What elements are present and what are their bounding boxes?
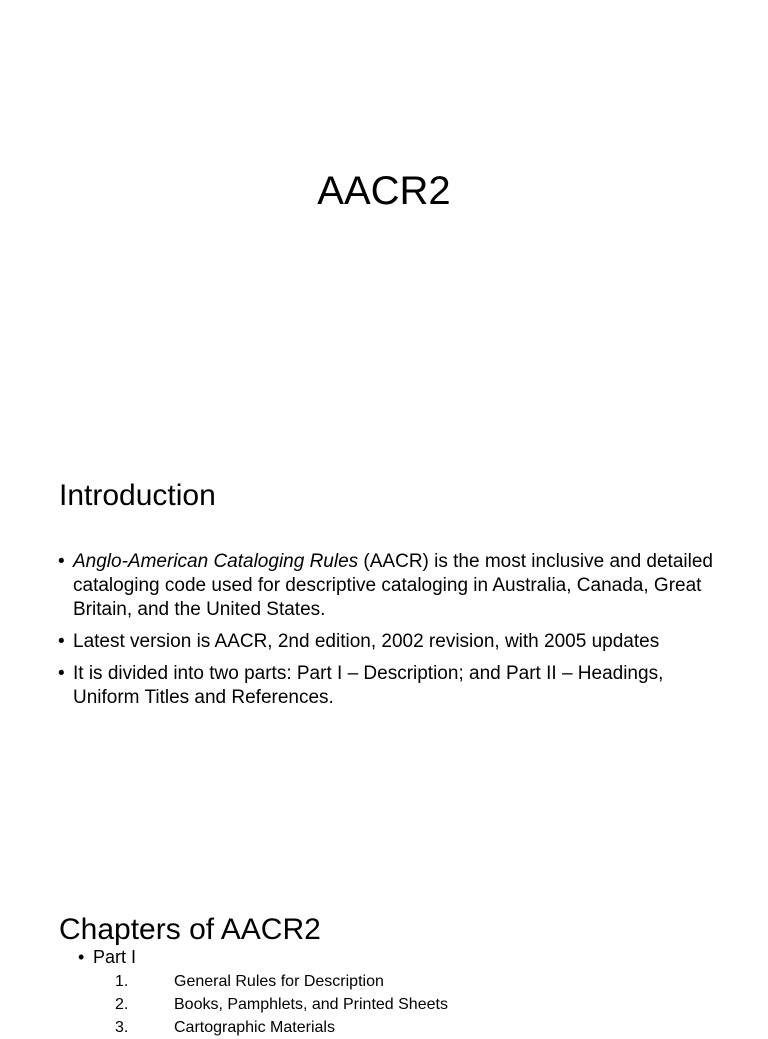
slide-chapters [0,864,768,1036]
chapter-item [115,993,448,1016]
bullet-text: Latest version is AACR, 2nd edition, 2002 revision, with 2005 updates [73,631,660,652]
slide-title-text: AACR2 [317,169,451,213]
slide-heading: Introduction [59,479,216,512]
bullet-item [58,662,730,710]
bullet-text: (AACR) is the most inclusive and detailed cataloging code used for descriptive cataloging in Australia, Canada, Great Britain, and the United States. [73,551,713,620]
part-label: Part I [93,947,137,967]
part-list [78,946,448,1039]
chapter-number: 1. [115,973,129,990]
slide-heading: Chapters of AACR2 [59,913,321,946]
bullet-item [58,630,730,654]
chapter-list [93,970,448,1039]
chapter-item [115,970,448,993]
bullet-italic-text: Anglo-American Cataloging Rules [73,551,359,572]
chapter-item [115,1016,448,1039]
part-item [78,946,448,1039]
chapter-label: Books, Pamphlets, and Printed Sheets [174,996,448,1013]
bullet-list [58,550,730,718]
slide-title [0,0,768,432]
bullet-item [58,550,730,622]
chapter-label: General Rules for Description [174,973,384,990]
bullet-text: It is divided into two parts: Part I – Description; and Part II – Headings, Uniform Titles and References. [73,663,664,708]
chapter-number: 2. [115,996,129,1013]
slide-introduction [0,432,768,864]
chapter-number: 3. [115,1019,129,1036]
chapter-label: Cartographic Materials [174,1019,335,1036]
